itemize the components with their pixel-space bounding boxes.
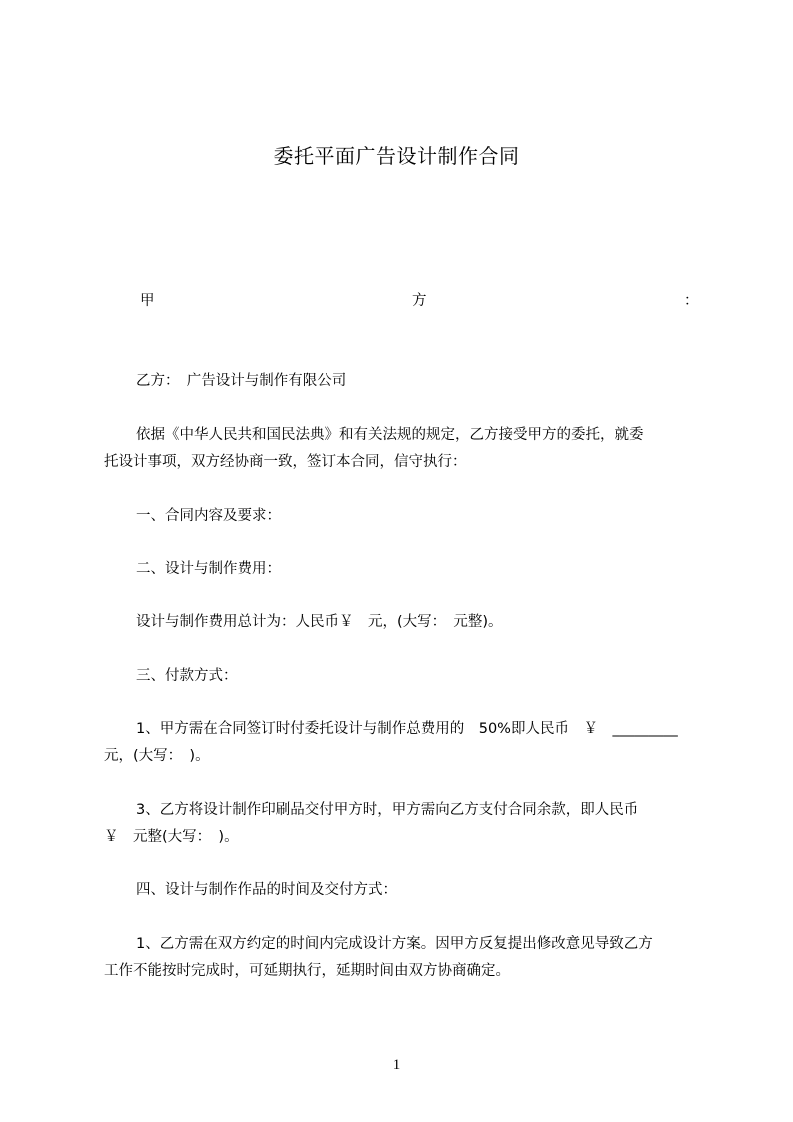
payment-clause-3-line-1: 3、乙方将设计制作印刷品交付甲方时，甲方需向乙方支付合同余款，即人民币 [136, 802, 639, 818]
party-a-label-char-1: 甲 [140, 293, 155, 309]
payment-clause-3-line-2: ￥ 元整(大写： )。 [104, 829, 239, 845]
section-3-heading: 三、付款方式： [136, 668, 238, 684]
section-4-heading: 四、设计与制作作品的时间及交付方式： [136, 882, 397, 898]
party-a-label-colon: ： [684, 293, 699, 309]
delivery-clause-1-line-1: 1、乙方需在双方约定的时间内完成设计方案。因甲方反复提出修改意见导致乙方 [136, 936, 653, 952]
section-1-heading: 一、合同内容及要求： [136, 508, 281, 524]
payment-clause-1-line-2: 元，(大写： )。 [104, 748, 210, 764]
intro-paragraph-line-1: 依据《中华人民共和国民法典》和有关法规的规定，乙方接受甲方的委托，就委 [136, 427, 644, 443]
payment-clause-1-line-1: 1、甲方需在合同签订时付委托设计与制作总费用的 50%即人民币 ￥ _________ [136, 721, 678, 737]
section-2-heading: 二、设计与制作费用： [136, 561, 281, 577]
delivery-clause-1-line-2: 工作不能按时完成时，可延期执行，延期时间由双方协商确定。 [104, 963, 510, 979]
contract-title: 委托平面广告设计制作合同 [273, 144, 520, 168]
party-b-line: 乙方： 广告设计与制作有限公司 [136, 373, 347, 389]
fee-total-line: 设计与制作费用总计为：人民币￥ 元，(大写： 元整)。 [136, 614, 503, 630]
page-number: 1 [392, 1057, 401, 1073]
party-a-label-char-2: 方 [412, 293, 427, 309]
intro-paragraph-line-2: 托设计事项，双方经协商一致，签订本合同，信守执行： [104, 454, 467, 470]
